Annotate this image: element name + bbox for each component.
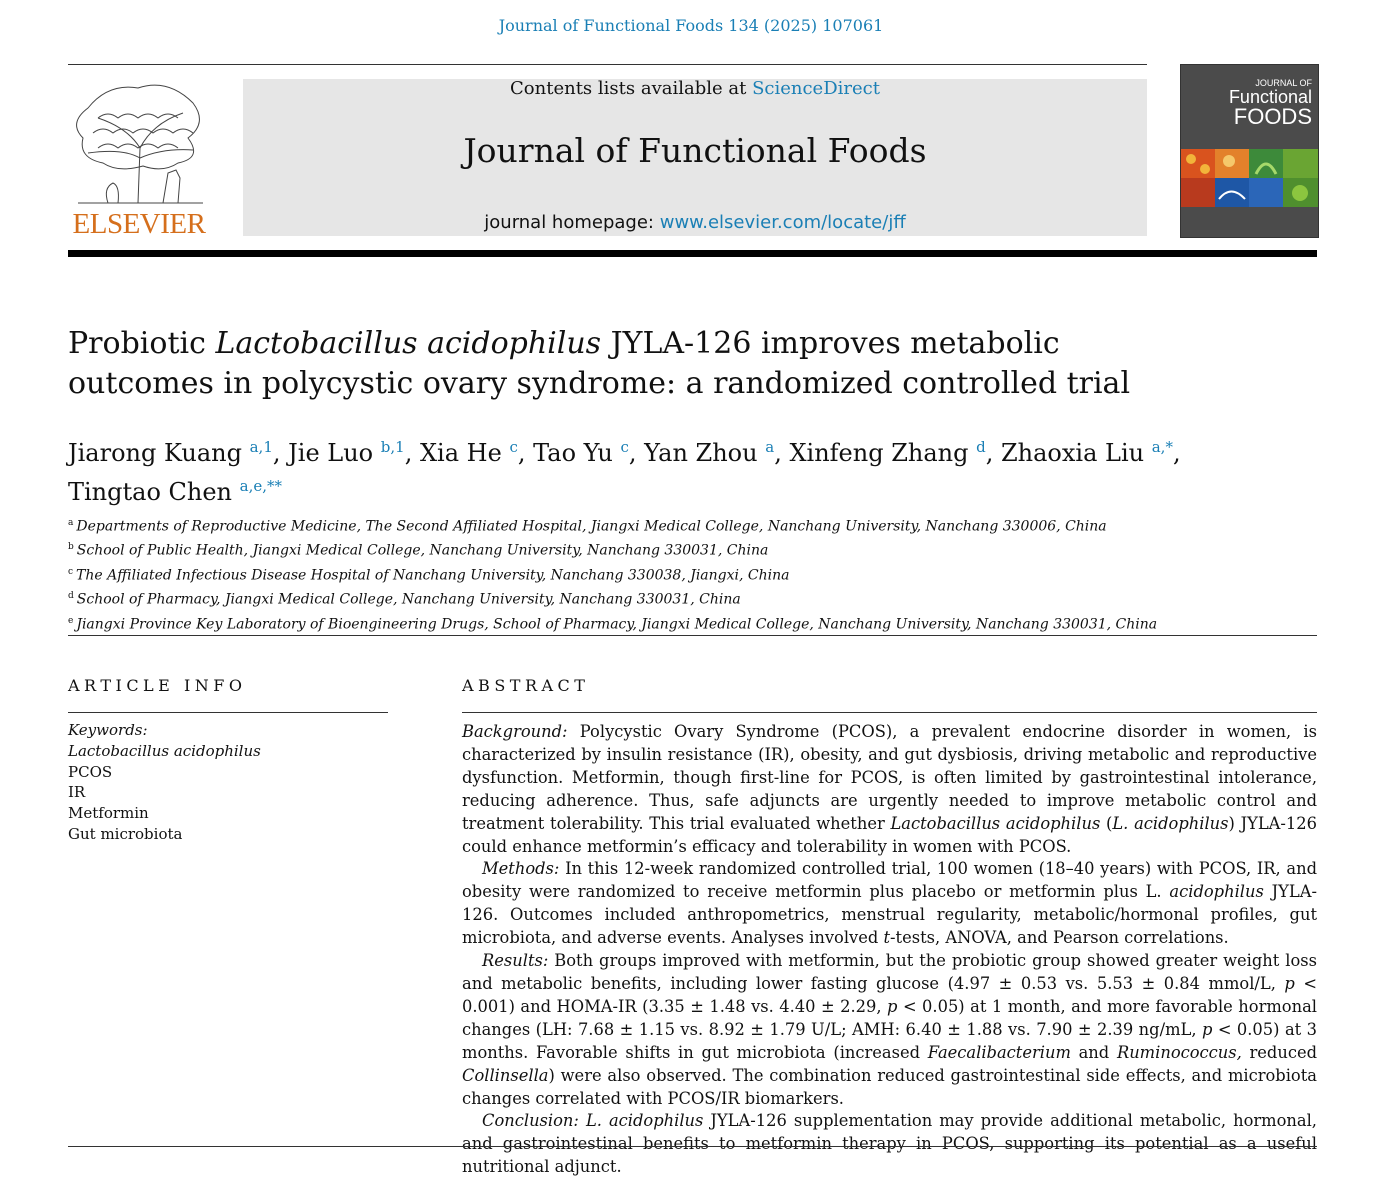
affiliation: $^e$ Jiangxi Province Key Laboratory of Bioengineering Drugs, School of Pharmacy, Jiangxi Medical College, Nanchang University, Nanchang 330031, China [68,615,1158,633]
section-rule [68,635,1317,636]
title-part2: JYLA-126 improves metabolic outcomes in polycystic ovary syndrome: a randomized controlled trial [68,326,1131,401]
running-head[interactable]: Journal of Functional Foods 134 (2025) 107061 [498,16,884,35]
author[interactable]: Xia He $^c$, [419,438,534,467]
author-affil-marker[interactable]: c [509,438,518,456]
article-info-rule [68,712,388,713]
keyword[interactable]: Metformin [68,804,149,823]
abstract-heading: ABSTRACT [462,676,590,695]
header-thick-rule [68,250,1317,257]
cover-title-line2: Functional [1228,87,1312,107]
affiliation: $^c$ The Affiliated Infectious Disease Hospital of Nanchang University, Nanchang 330038, Jiangxi, China [68,566,790,584]
affiliation: $^a$ Departments of Reproductive Medicine, The Second Affiliated Hospital, Jiangxi Medical College, Nanchang University, Nanchang 330006, China [68,518,1107,535]
author-affil-marker[interactable]: a [765,438,775,456]
affiliation-list [68,513,1268,635]
keyword[interactable]: Lactobacillus acidophilus [68,741,261,760]
author[interactable]: Yan Zhou $^a$, [644,438,790,467]
article-info-heading: ARTICLE INFO [68,676,247,695]
author[interactable]: Tao Yu $^c$, [533,438,645,467]
abstract-rule [462,712,1317,713]
keywords-block [68,720,388,845]
abstract-methods: Methods: In this 12-week randomized controlled trial, 100 women (18–40 years) with PCOS, IR, and obesity were randomized to receive metformin plus placebo or metformin plus L. acidophilus JYLA-126. Outcomes included anthropometrics, menstrual regularity, metabolic/hormonal profiles, gut microbiota, and adverse events. Analyses involved t-tests, ANOVA, and Pearson correlations. [462,859,1317,948]
keyword[interactable]: Gut microbiota [68,824,183,843]
elsevier-wordmark: ELSEVIER [72,208,206,240]
author-affil-marker[interactable]: d [976,438,986,456]
keyword[interactable]: IR [68,783,86,802]
author[interactable]: Xinfeng Zhang $^d$, [789,438,1001,467]
title-species: Lactobacillus acidophilus [215,326,602,361]
contents-line [243,78,1147,99]
header-rule [68,64,1147,65]
author-affil-marker[interactable]: a,* [1151,438,1173,456]
keyword[interactable]: PCOS [68,762,113,781]
author-list [68,431,1268,509]
cover-artwork [1181,149,1318,207]
abstract-conclusion: Conclusion: L. acidophilus JYLA-126 supplementation may provide additional metabolic, hormonal, and gastrointestinal benefits to metformin therapy in PCOS, supporting its potential as a useful nutritional adjunct. [462,1111,1317,1177]
journal-title: Journal of Functional Foods [463,131,927,170]
author-affil-marker[interactable]: b,1 [380,438,405,456]
journal-cover[interactable] [1180,64,1319,238]
article-title [68,324,1188,404]
homepage-link[interactable]: www.elsevier.com/locate/jff [659,212,906,233]
abstract-background: Background: Polycystic Ovary Syndrome (PCOS), a prevalent endocrine disorder in women, is characterized by insulin resistance (IR), obesity, and gut dysbiosis, driving metabolic and reproductive dysfunction. Metformin, though first-line for PCOS, is often limited by gastrointestinal intolerance, reducing adherence. Thus, safe adjuncts are urgently needed to improve metabolic control and treatment tolerability. This trial evaluated whether Lactobacillus acidophilus (L. acidophilus) JYLA-126 could enhance metformin’s efficacy and tolerability in women with PCOS. [462,722,1317,856]
cover-title-line1: JOURNAL OF [1255,78,1312,88]
affiliation: $^d$ School of Pharmacy, Jiangxi Medical College, Nanchang University, Nanchang 330031, China [68,591,741,609]
abstract-results: Results: Both groups improved with metformin, but the probiotic group showed greater weight loss and metabolic benefits, including lower fasting glucose (4.97 ± 0.53 vs. 5.53 ± 0.84 mmol/L, p < 0.001) and HOMA-IR (3.35 ± 1.48 vs. 4.40 ± 2.29, p < 0.05) at 1 month, and more favorable hormonal changes (LH: 7.68 ± 1.15 vs. 8.92 ± 1.79 U/L; AMH: 6.40 ± 1.88 vs. 7.90 ± 2.39 ng/mL, p < 0.05) at 3 months. Favorable shifts in gut microbiota (increased Faecalibacterium and Ruminococcus, reduced Collinsella) were also observed. The combination reduced gastrointestinal side effects, and microbiota changes correlated with PCOS/IR biomarkers. [462,951,1318,1108]
author[interactable]: Jiarong Kuang $^{a,1}$, [68,438,289,467]
contents-prefix: Contents lists available at [510,78,753,99]
author[interactable]: Zhaoxia Liu $^{a,*}$, [1000,438,1181,467]
author-affil-marker[interactable]: a,e,** [239,477,283,495]
cover-title [1229,79,1312,128]
sciencedirect-link[interactable]: ScienceDirect [752,78,880,99]
cover-title-line3: FOODS [1233,104,1312,129]
affiliation: $^b$ School of Public Health, Jiangxi Medical College, Nanchang University, Nanchang 330031, China [68,542,769,560]
author[interactable]: Jie Luo $^{b,1}$, [288,438,420,467]
author-affil-marker[interactable]: c [620,438,629,456]
abstract-body [462,721,1317,1179]
author[interactable]: Tingtao Chen $^{a,e,**}$ [68,477,283,506]
author-affil-marker[interactable]: a,1 [249,438,273,456]
keywords-label: Keywords: [68,721,148,739]
bottom-rule [68,1146,1317,1147]
title-part1: Probiotic [68,326,216,361]
homepage-line [243,212,1147,233]
homepage-prefix: journal homepage: [484,212,660,233]
